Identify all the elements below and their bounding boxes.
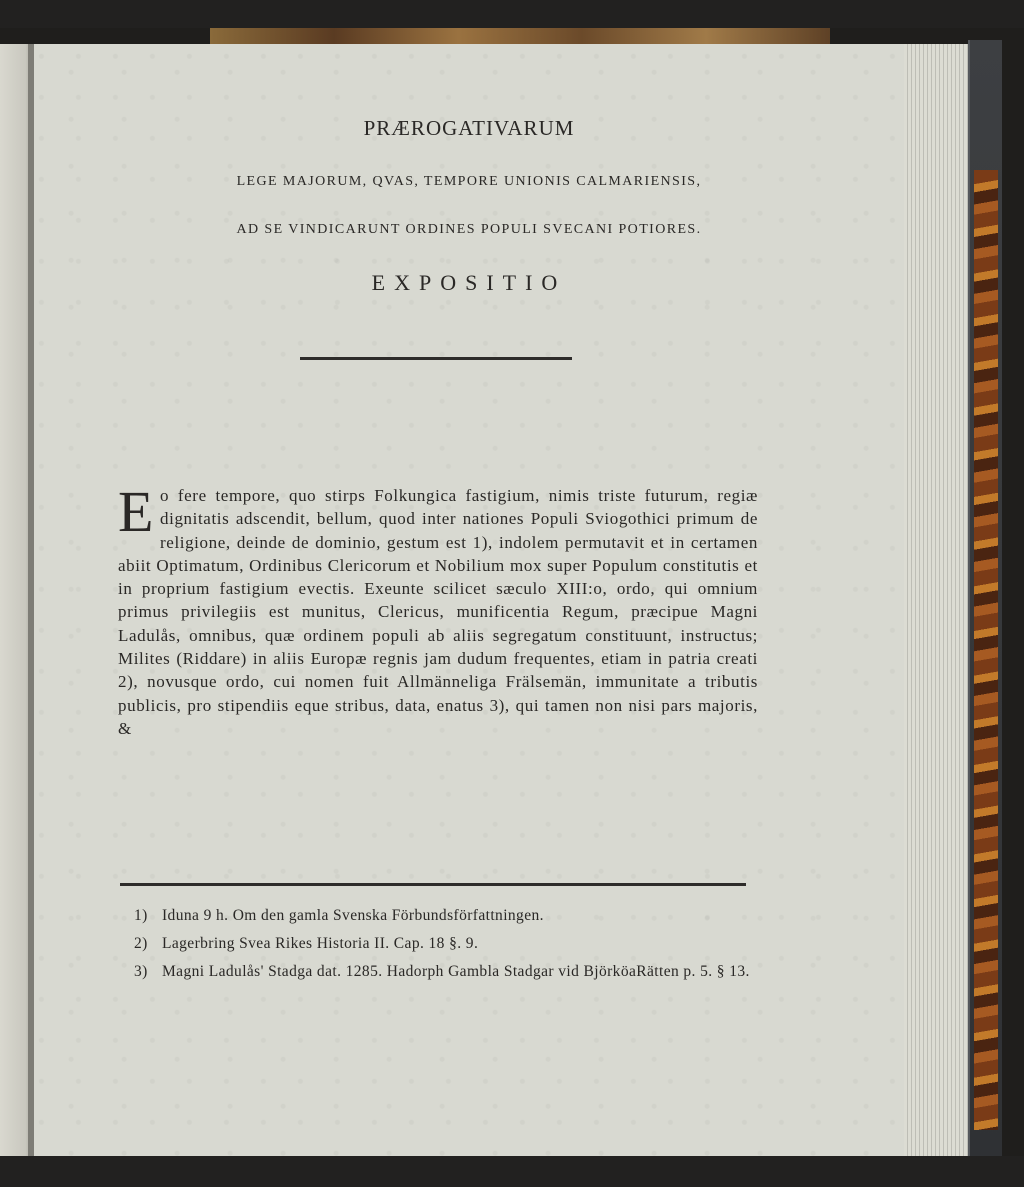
footnote <box>134 904 774 928</box>
body-text: o fere tempore, quo stirps Folkungica fastigium, nimis triste futurum, regiæ dignitatis adscendit, bellum, quod inter nationes Populi Sviogothici primum de religione, deinde de dominio, gestum est 1), indolem permutavit et in certamen abiit Optimatum, Ordinibus Clericorum et Nobilium mox super Populum constitutis et in proprium fastigium evectis. Exeunte scilicet sæculo XIII:o, ordo, qui omnium primus privilegiis est munitus, Clericus, munificentia Regum, præcipue Magni Ladulås, omnibus, quæ ordinem populi ab aliis segregatum constituunt, instructus; Milites (Riddare) in aliis Europæ regnis jam dudum frequentes, etiam in patria creati 2), novusque ordo, cui nomen fuit Allmänneliga Frälsemän, immunitate a tributis publicis, pro stipendiis eque stribus, data, enatus 3), qui tamen non nisi pars majoris, & <box>118 486 758 738</box>
scan-background-top <box>0 0 1024 28</box>
footnote-text: Lagerbring Svea Rikes Historia II. Cap. 18 §. 9. <box>162 935 479 952</box>
page-edges <box>900 44 972 1156</box>
footnote-number: 1) <box>134 907 148 924</box>
footnote-text: Iduna 9 h. Om den gamla Svenska Förbundsförfattningen. <box>162 907 544 924</box>
marbled-edge <box>974 170 998 1130</box>
document-title: PRÆROGATIVARUM <box>363 116 575 140</box>
body-paragraph <box>118 479 758 740</box>
drop-cap: E <box>118 479 155 544</box>
subtitle-line-2: AD SE VINDICARUNT ORDINES POPULI SVECANI POTIORES. <box>236 222 702 237</box>
footnote-rule <box>120 883 746 886</box>
title-rule <box>300 357 572 360</box>
footnote-number: 3) <box>134 963 148 980</box>
footnote-number: 2) <box>134 935 148 952</box>
footnote-text: Magni Ladulås' Stadga dat. 1285. Hadorph Gambla Stadgar vid BjörköaRätten p. 5. § 13. <box>162 963 750 980</box>
scan-background-bottom <box>0 1156 1024 1187</box>
footnote <box>134 960 774 984</box>
footnote <box>134 932 774 956</box>
footnotes <box>134 904 774 988</box>
book-page <box>34 44 904 1156</box>
section-heading: EXPOSITIO <box>371 270 567 295</box>
subtitle-line-1: LEGE MAJORUM, QVAS, TEMPORE UNIONIS CALMARIENSIS, <box>236 174 702 189</box>
